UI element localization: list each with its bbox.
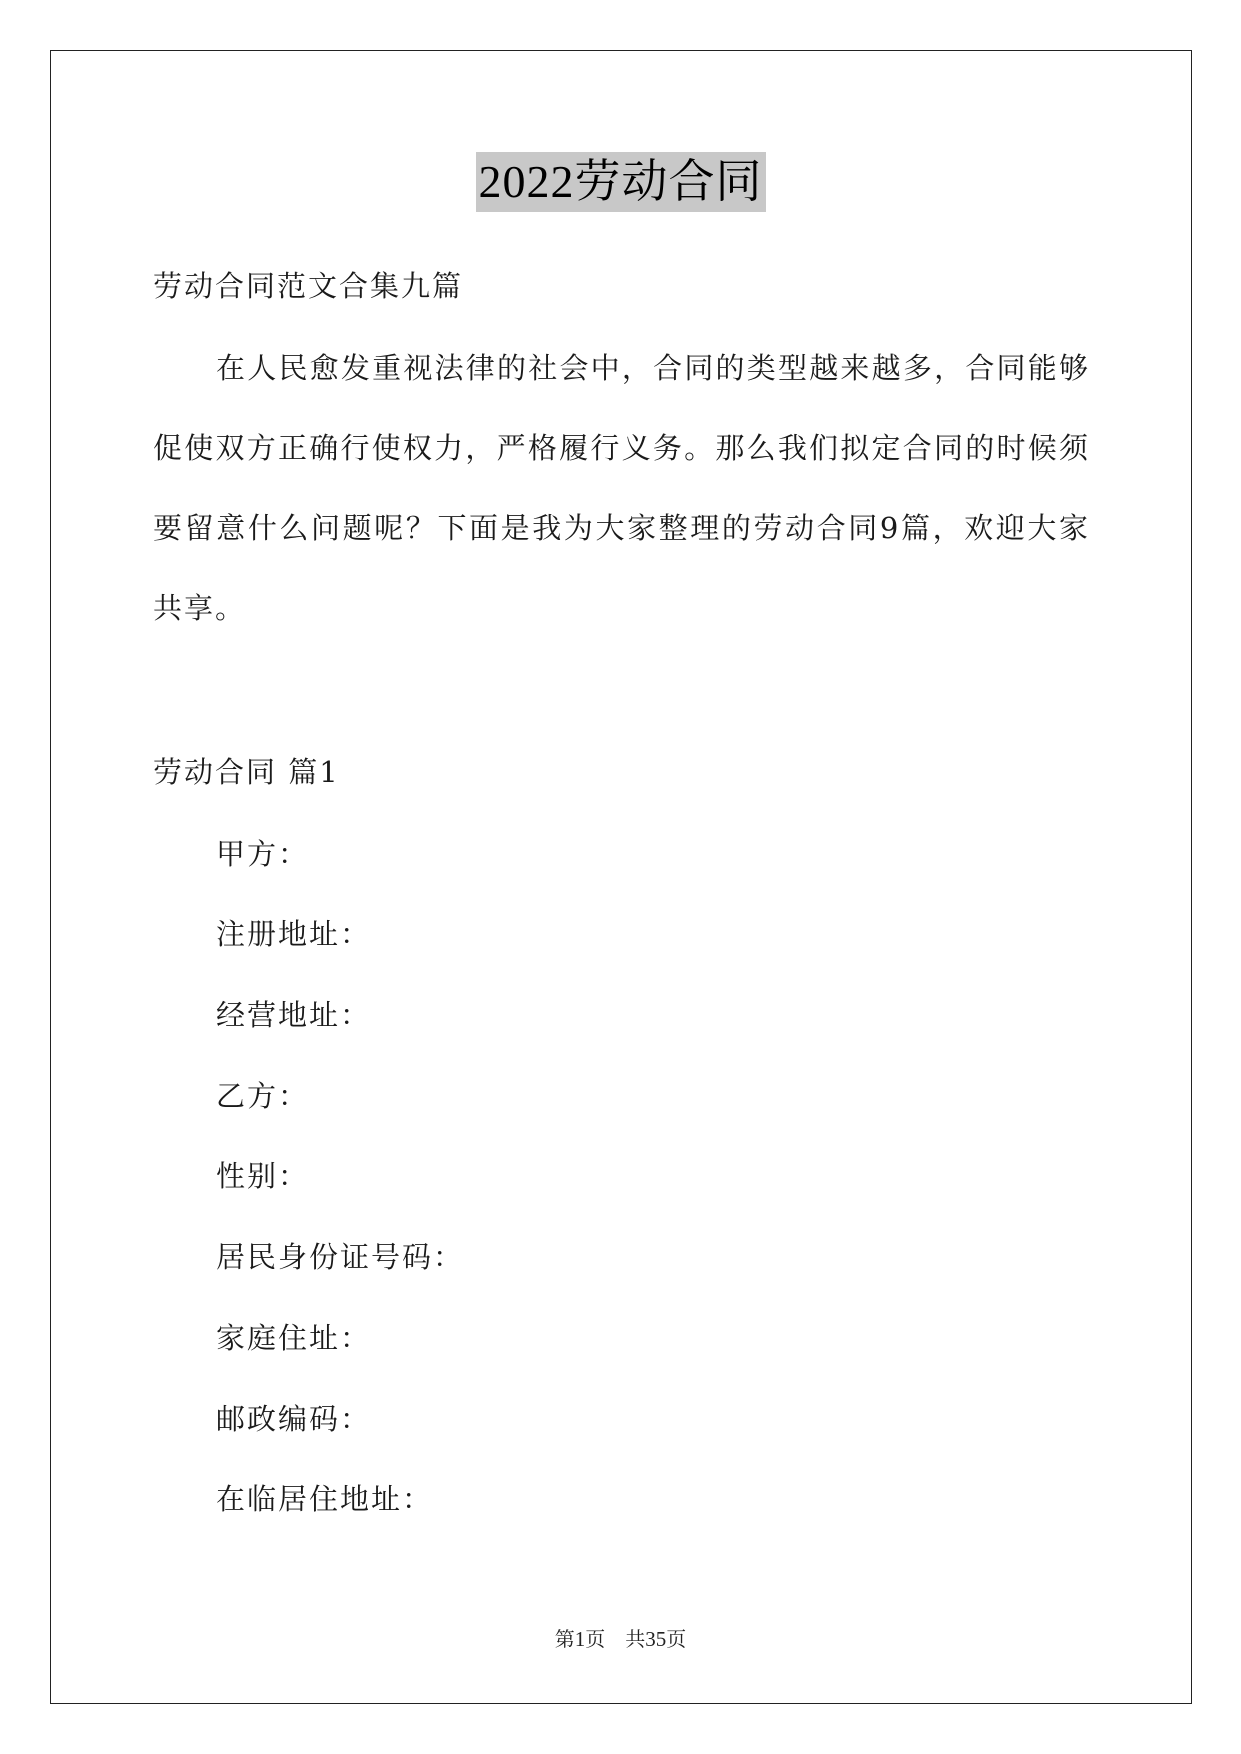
intro-paragraph-line: 促使双方正确行使权力，严格履行义务。那么我们拟定合同的时候须 — [153, 431, 1088, 465]
footer-prefix: 第 — [554, 1629, 575, 1651]
contract-field-gender: 性别： — [216, 1159, 310, 1193]
contract-field-temporary-address: 在临居住地址： — [216, 1482, 434, 1516]
footer-suffix: 页 — [666, 1629, 687, 1651]
intro-paragraph-line: 在人民愈发重视法律的社会中，合同的类型越来越多，合同能够 — [216, 351, 1088, 385]
contract-field-party-a: 甲方： — [216, 837, 310, 871]
contract-field-home-address: 家庭住址： — [216, 1321, 372, 1355]
contract-field-party-b: 乙方： — [216, 1079, 310, 1113]
footer-total-pages: 35 — [645, 1627, 667, 1651]
document-subtitle: 劳动合同范文合集九篇 — [153, 269, 464, 303]
intro-paragraph-line: 要留意什么问题呢？下面是我为大家整理的劳动合同9篇，欢迎大家 — [153, 511, 1088, 545]
footer-middle: 页 共 — [585, 1629, 646, 1651]
intro-paragraph-line: 共享。 — [153, 591, 247, 625]
contract-field-id-number: 居民身份证号码： — [216, 1240, 465, 1274]
footer-page-number: 1 — [574, 1627, 586, 1651]
contract-field-business-address: 经营地址： — [216, 998, 372, 1032]
contract-field-registered-address: 注册地址： — [216, 917, 372, 951]
section-heading: 劳动合同 篇1 — [153, 755, 340, 789]
document-title-text: 2022劳动合同 — [476, 152, 766, 212]
document-title — [0, 152, 1241, 212]
contract-field-postal-code: 邮政编码： — [216, 1402, 372, 1436]
page-footer — [0, 1626, 1241, 1653]
